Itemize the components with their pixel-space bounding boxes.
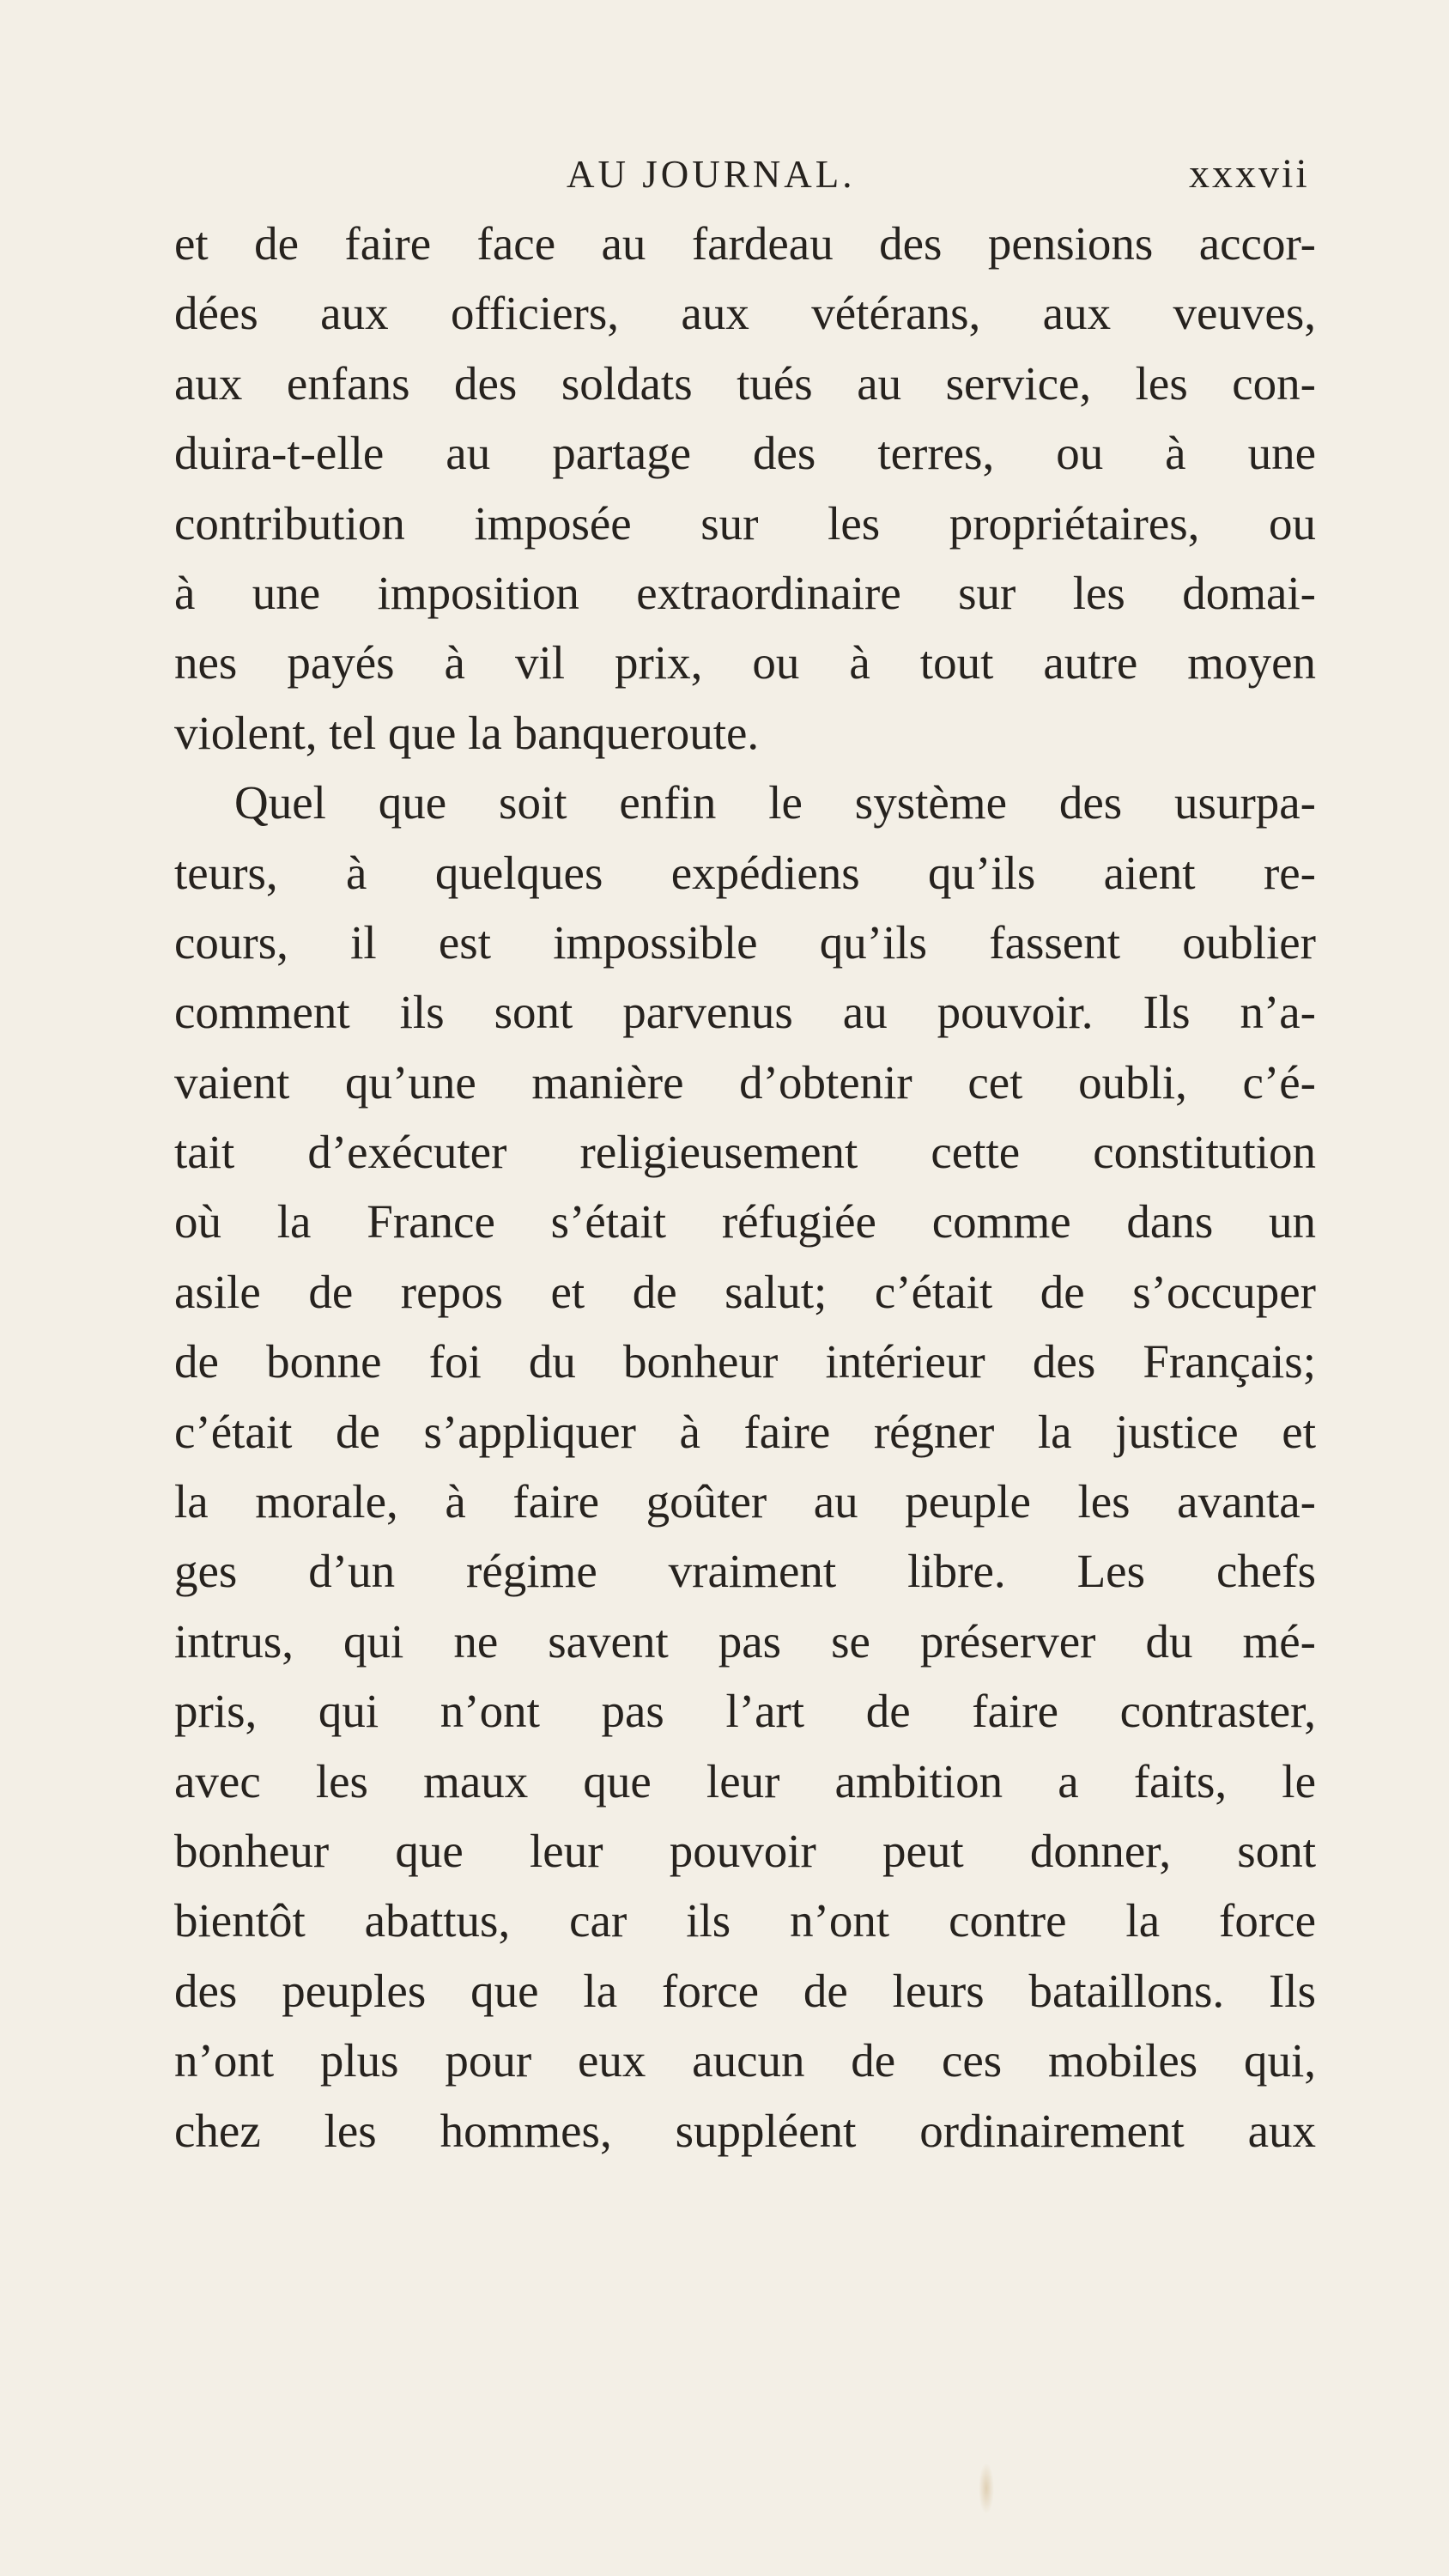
paragraph-start-line: Quel que soit enfin le système des usurpa- <box>234 776 1316 829</box>
text-line: bonheur que leur pouvoir peut donner, sont <box>174 1824 1316 1877</box>
text-line: asile de repos et de salut; c’était de s’occuper <box>174 1265 1316 1318</box>
page-header <box>0 144 1449 204</box>
paragraph-end-line: violent, tel que la banqueroute. <box>174 706 760 759</box>
text-line: teurs, à quelques expédiens qu’ils aient re- <box>174 846 1316 899</box>
text-line: n’ont plus pour eux aucun de ces mobiles qui, <box>174 2034 1316 2087</box>
text-line: la morale, à faire goûter au peuple les avanta- <box>174 1475 1316 1528</box>
text-line: vaient qu’une manière d’obtenir cet oubli, c’é- <box>174 1055 1316 1109</box>
text-line: chez les hommes, suppléent ordinairement aux <box>174 2104 1316 2157</box>
text-line: pris, qui n’ont pas l’art de faire contraster, <box>174 1685 1316 1738</box>
paper-stain <box>979 2463 994 2514</box>
text-line: cours, il est impossible qu’ils fassent oublier <box>174 915 1316 969</box>
page-number: xxxvii <box>1189 151 1310 197</box>
text-line: et de faire face au fardeau des pensions accor- <box>174 217 1316 270</box>
text-line: bientôt abattus, car ils n’ont contre la force <box>174 1894 1316 1947</box>
text-line: intrus, qui ne savent pas se préserver du mé- <box>174 1614 1316 1668</box>
text-line: dées aux officiers, aux vétérans, aux veuves, <box>174 287 1316 340</box>
text-line: duira-t-elle au partage des terres, ou à une <box>174 427 1316 480</box>
text-line: contribution imposée sur les propriétaires, ou <box>174 496 1316 550</box>
text-line: ges d’un régime vraiment libre. Les chefs <box>174 1545 1316 1598</box>
running-title: AU JOURNAL. <box>567 153 856 196</box>
text-line: avec les maux que leur ambition a faits, le <box>174 1754 1316 1807</box>
text-line: à une imposition extraordinaire sur les domai- <box>174 566 1316 619</box>
text-line: c’était de s’appliquer à faire régner la justice et <box>174 1405 1316 1458</box>
text-line: de bonne foi du bonheur intérieur des Français; <box>174 1335 1316 1388</box>
text-line: aux enfans des soldats tués au service, les con- <box>174 356 1316 410</box>
text-line: où la France s’était réfugiée comme dans un <box>174 1195 1316 1249</box>
text-line: tait d’exécuter religieusement cette constitution <box>174 1126 1316 1179</box>
text-line: comment ils sont parvenus au pouvoir. Ils n’a- <box>174 986 1316 1039</box>
text-line: nes payés à vil prix, ou à tout autre moyen <box>174 636 1316 690</box>
body-text <box>174 209 1316 2166</box>
text-line: des peuples que la force de leurs bataillons. Ils <box>174 1964 1316 2017</box>
